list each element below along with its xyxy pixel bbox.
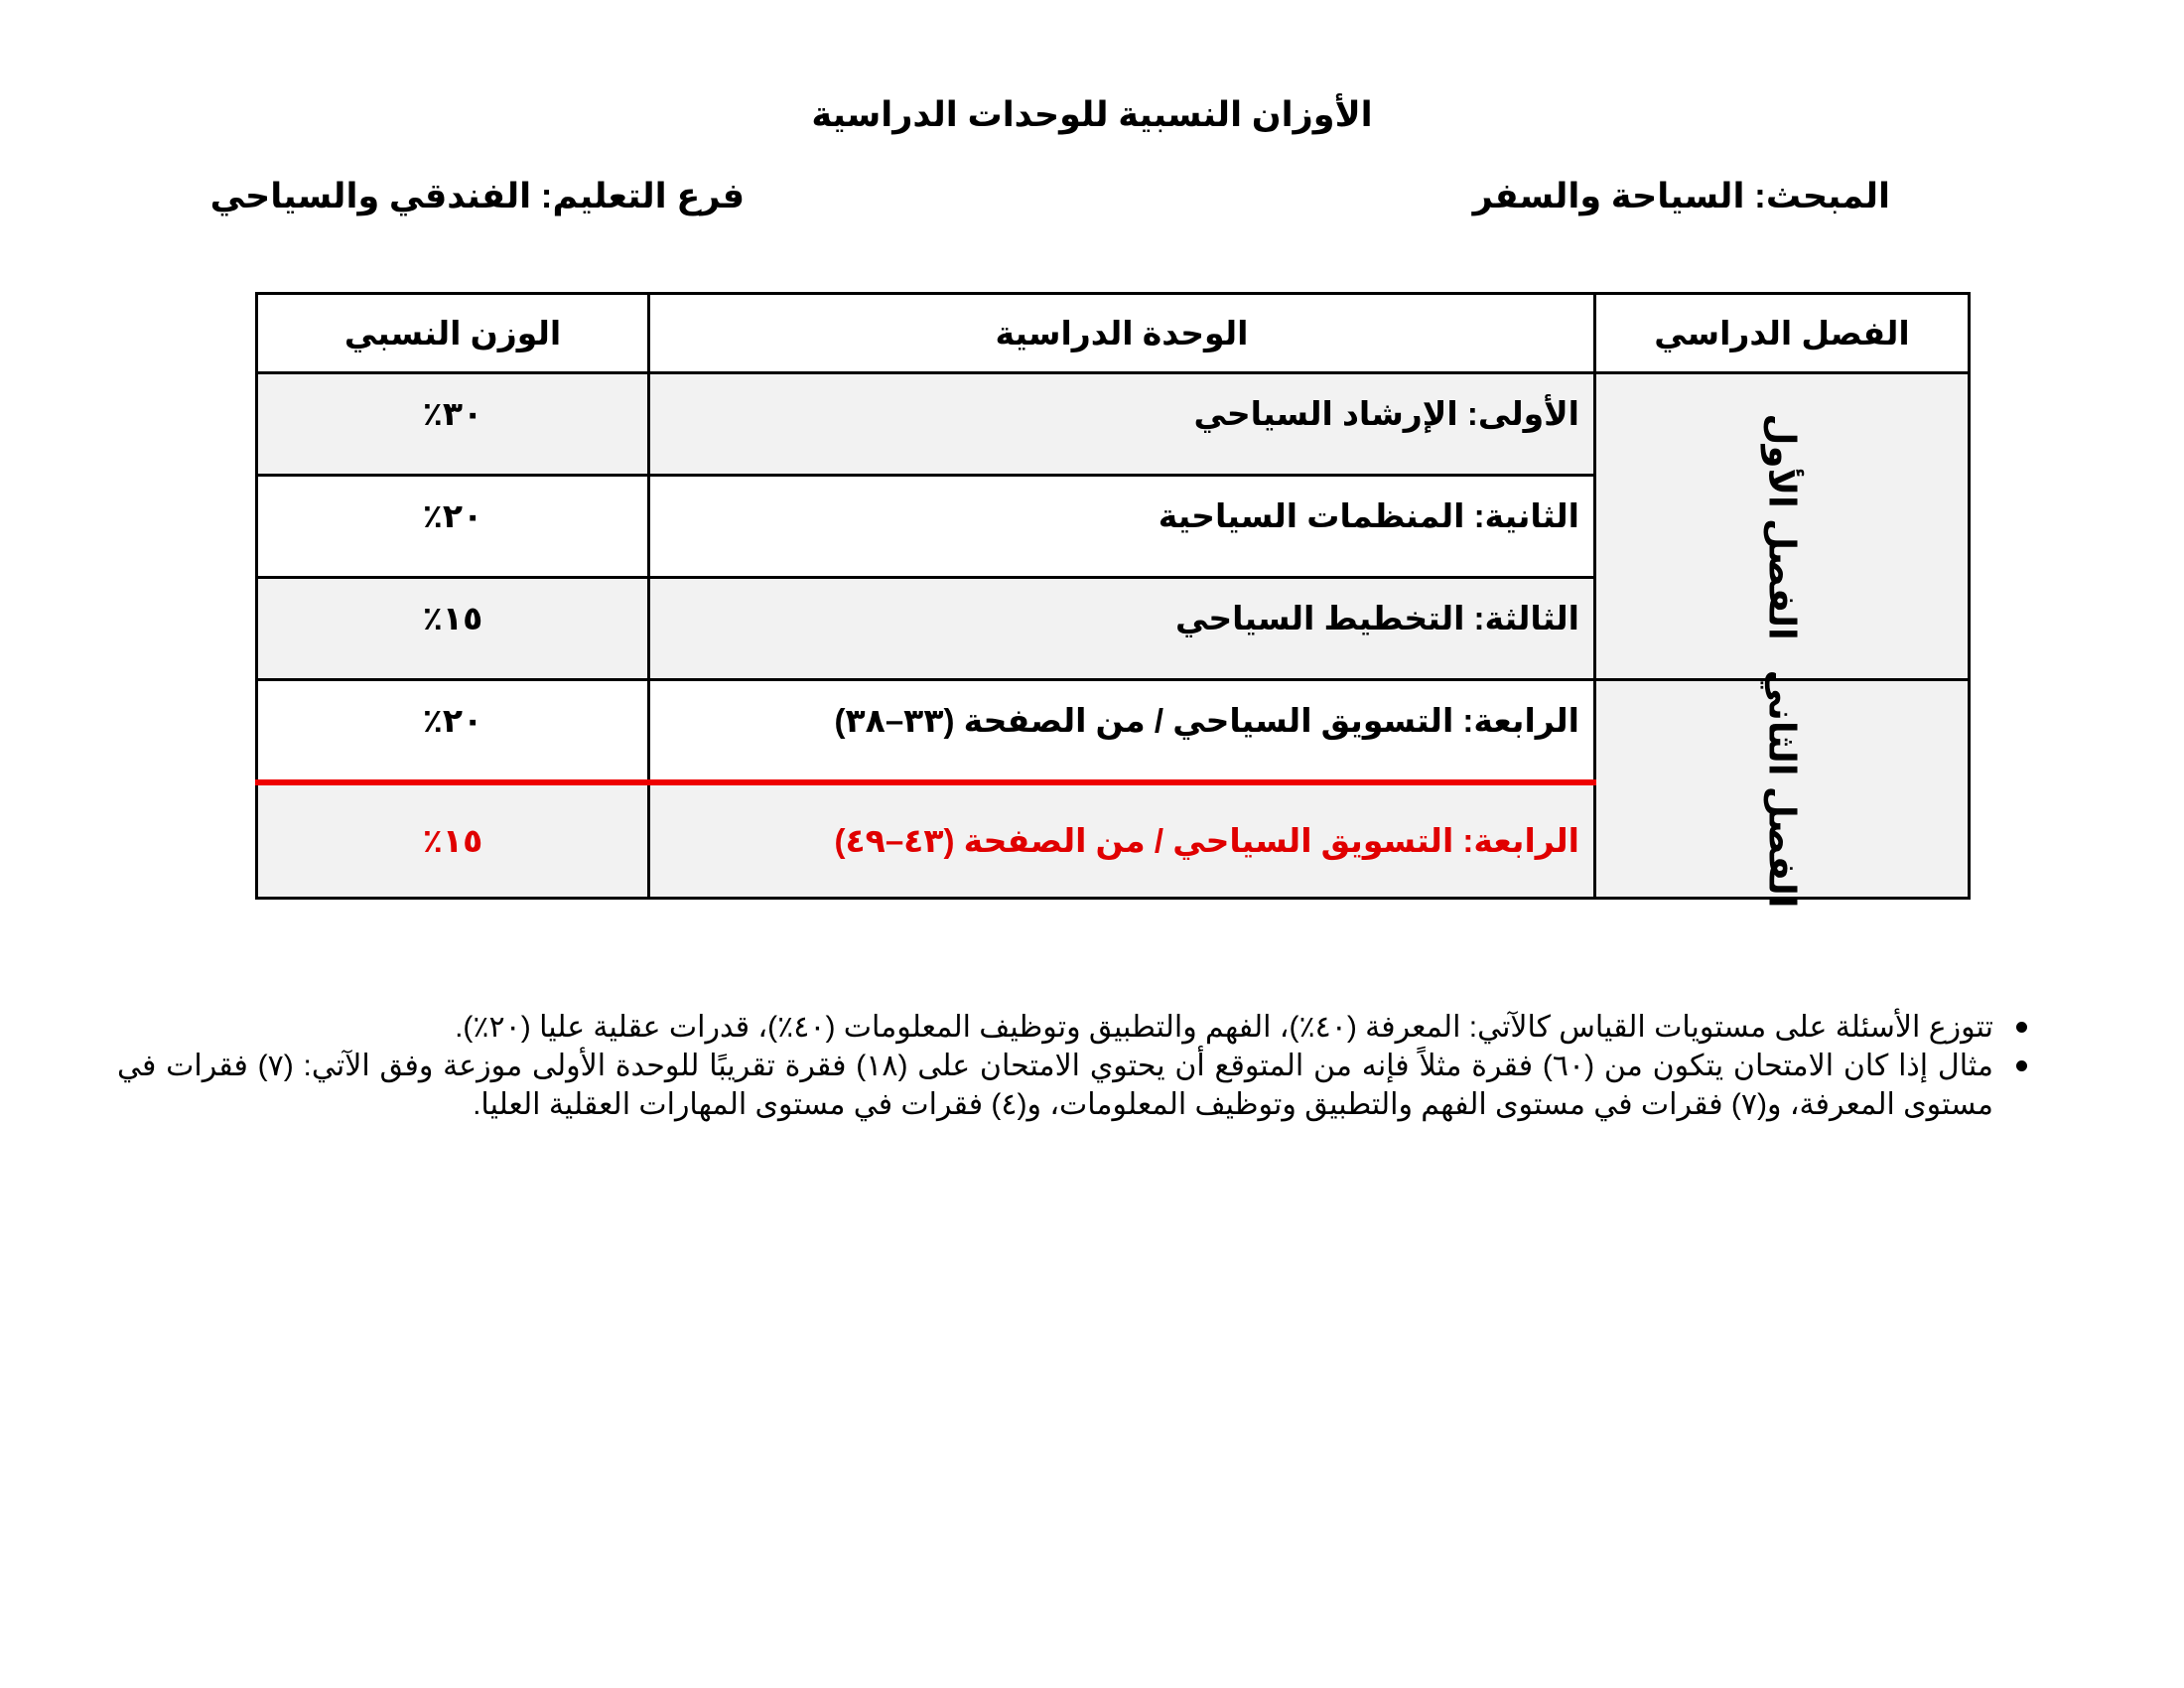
weight-cell: ١٥٪ (257, 578, 649, 680)
unit-cell-highlighted: الرابعة: التسويق السياحي / من الصفحة (٤٣–٤٩) (649, 782, 1595, 899)
branch-label: فرع التعليم: الفندقي والسياحي (209, 177, 745, 215)
header-unit: الوحدة الدراسية (649, 294, 1595, 373)
table-row (257, 680, 1970, 782)
weights-table (255, 292, 1971, 909)
notes-list (117, 1008, 2027, 1124)
table-row (257, 373, 1970, 476)
note-item: تتوزع الأسئلة على مستويات القياس كالآتي: المعرفة (٤٠٪)، الفهم والتطبيق وتوظيف المعلومات (٤٠٪)، قدرات عقلية عليا (٢٠٪). (117, 1008, 1993, 1047)
unit-cell: الرابعة: التسويق السياحي / من الصفحة (٣٣–٣٨) (649, 680, 1595, 782)
unit-cell: الثانية: المنظمات السياحية (649, 476, 1595, 578)
page-title: الأوزان النسبية للوحدات الدراسية (811, 95, 1373, 134)
unit-cell: الثالثة: التخطيط السياحي (649, 578, 1595, 680)
table-header-row (257, 294, 1970, 373)
weight-cell: ٢٠٪ (257, 680, 649, 782)
header-weight: الوزن النسبي (257, 294, 649, 373)
subject-label: المبحث: السياحة والسفر (1472, 177, 1890, 215)
semester-second-label: الفصل الثاني (1761, 669, 1803, 909)
note-item: مثال إذا كان الامتحان يتكون من (٦٠) فقرة مثلاً فإنه من المتوقع أن يحتوي الامتحان على (١٨) فقرة تقريبًا للوحدة الأولى موزعة وفق الآتي: (٧) فقرات في مستوى المعرفة، و(٧) فقرات في مستوى الفهم والتطبيق وتوظيف المعلومات، و(٤) فقرات في مستوى المهارات العقلية العليا. (117, 1047, 1993, 1124)
weight-cell: ٣٠٪ (257, 373, 649, 476)
weight-cell-highlighted: ١٥٪ (257, 782, 649, 899)
unit-cell: الأولى: الإرشاد السياحي (649, 373, 1595, 476)
weight-cell: ٢٠٪ (257, 476, 649, 578)
semester-second-cell (1595, 669, 1970, 909)
semester-first-cell (1595, 373, 1970, 680)
semester-first-label: الفصل الأول (1761, 412, 1803, 640)
header-semester: الفصل الدراسي (1595, 294, 1970, 373)
